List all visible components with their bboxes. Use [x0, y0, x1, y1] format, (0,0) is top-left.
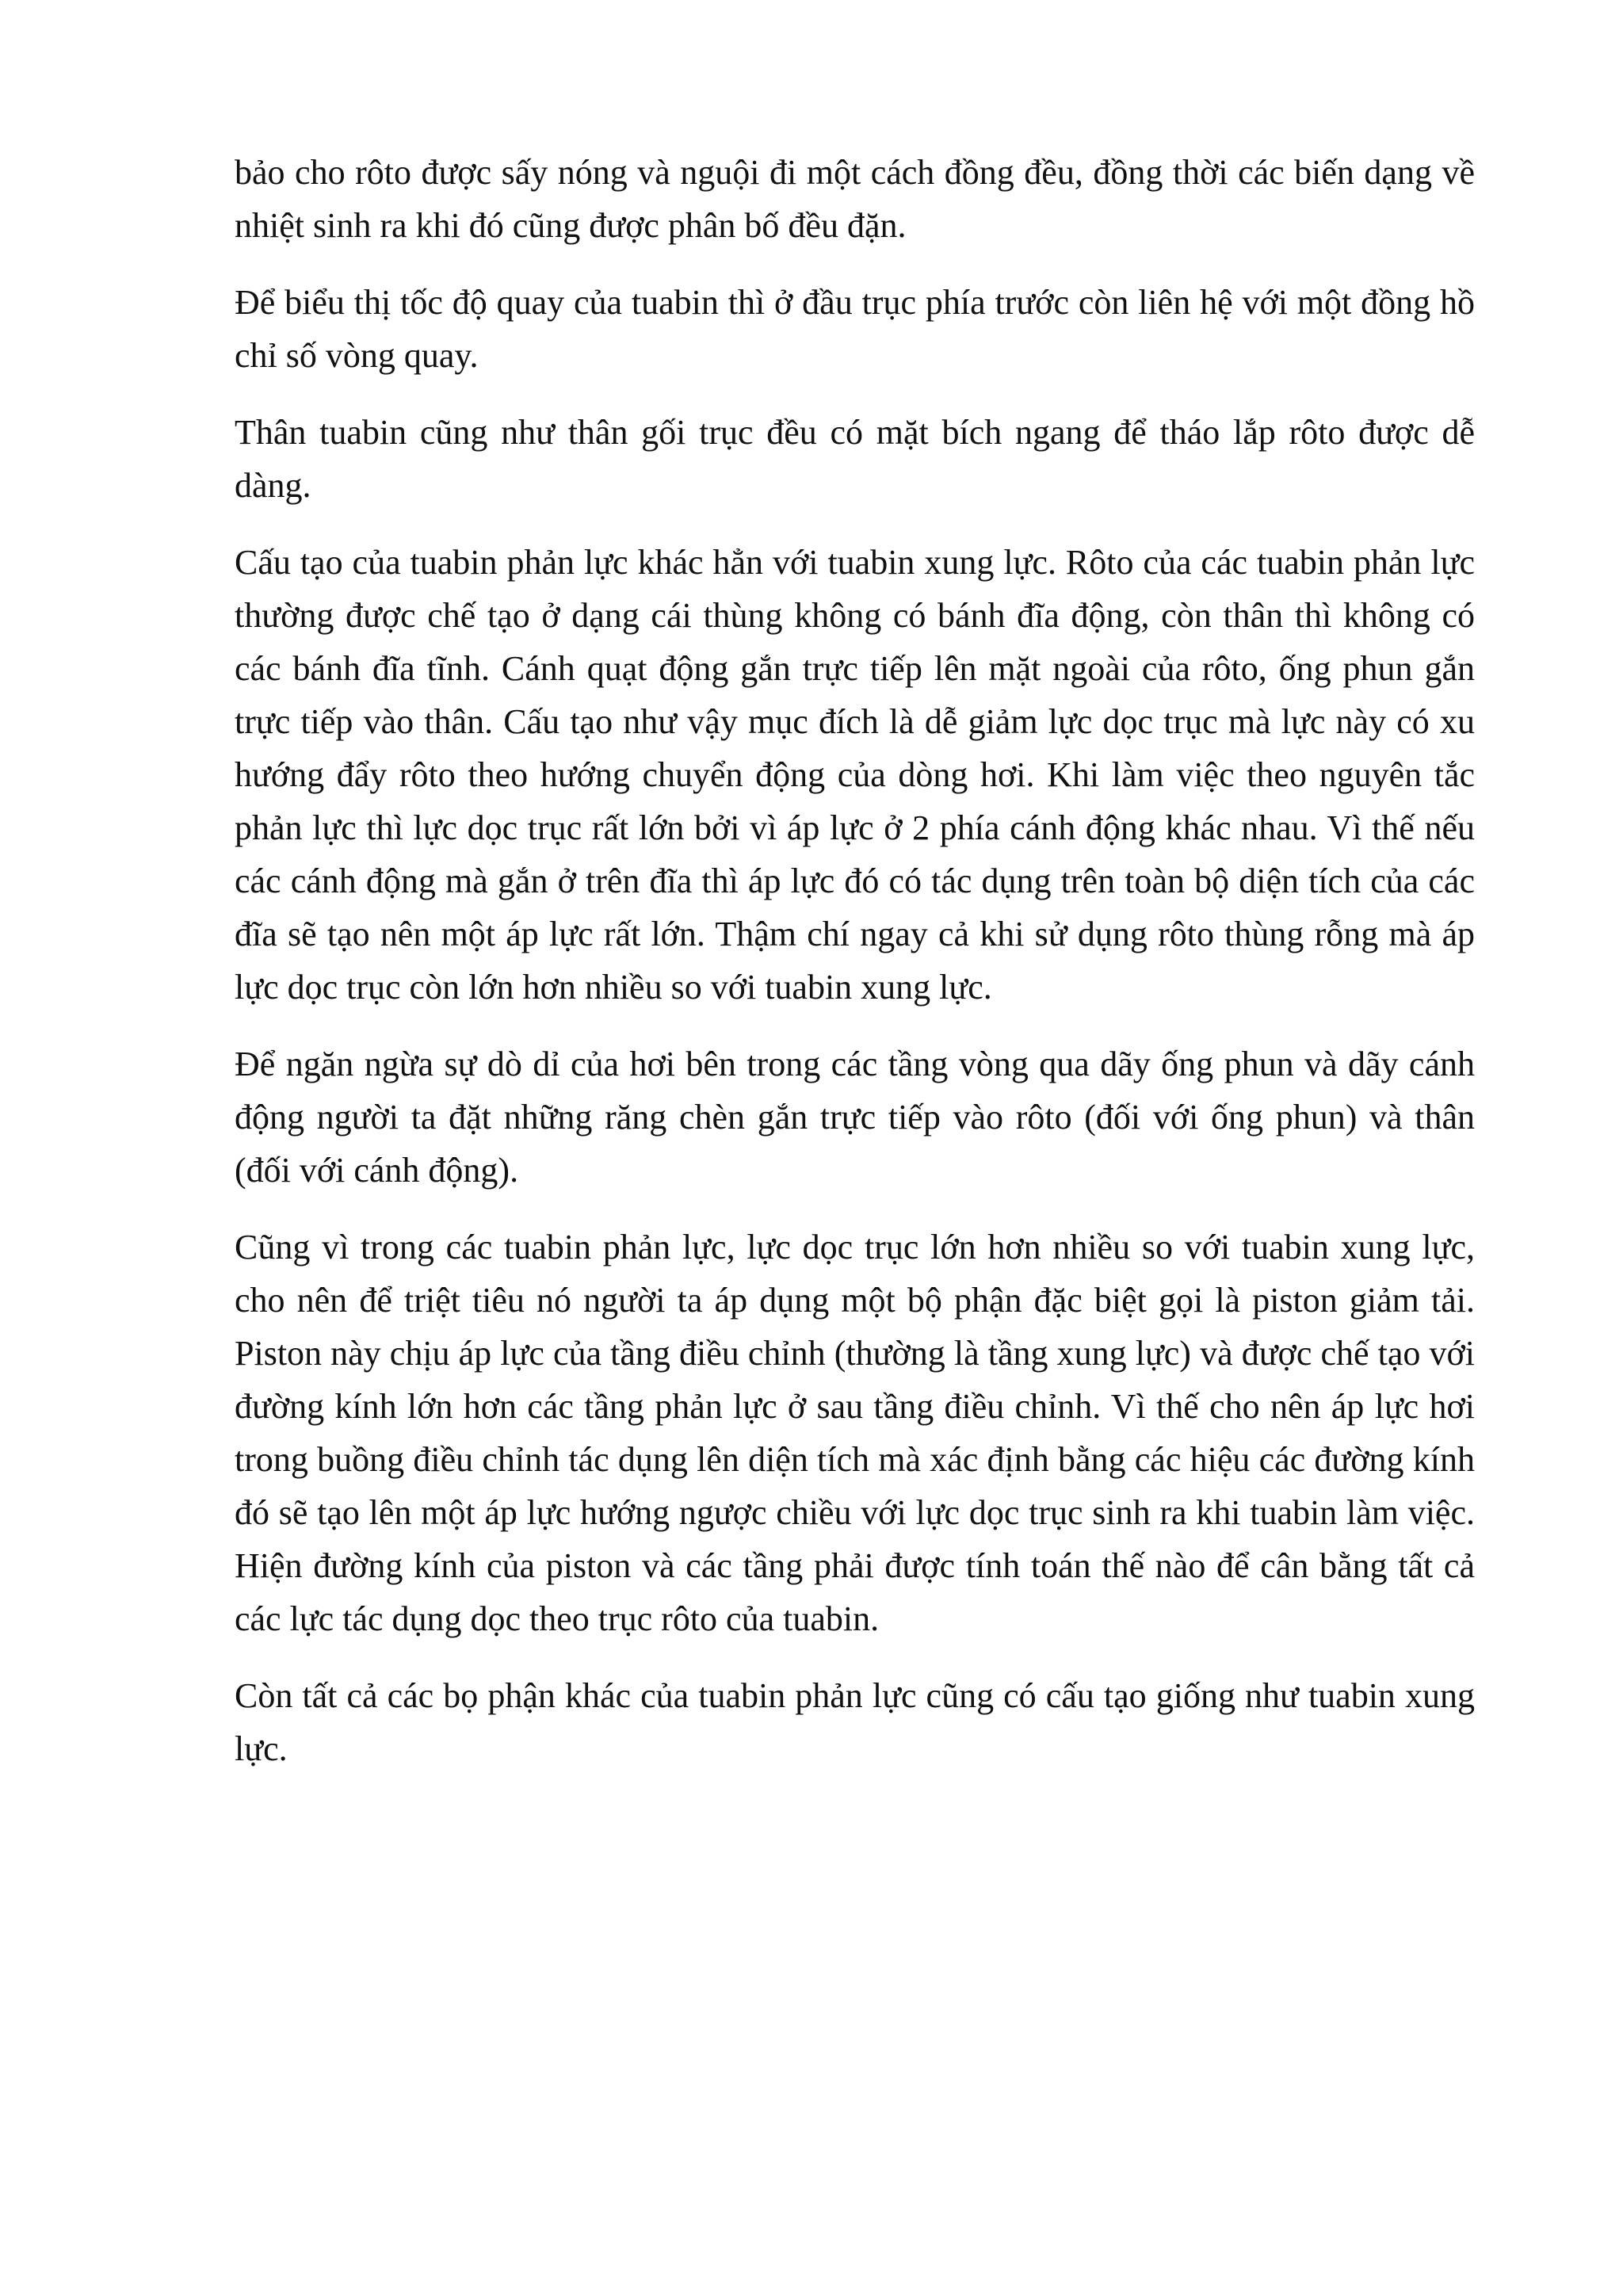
paragraph: bảo cho rôto được sấy nóng và nguội đi một cách đồng đều, đồng thời các biến dạng về nhiệt sinh ra khi đó cũng được phân bố đều đặn. [235, 153, 1475, 245]
paragraph: Cũng vì trong các tuabin phản lực, lực dọc trục lớn hơn nhiều so với tuabin xung lực, cho nên để triệt tiêu nó người ta áp dụng một bộ phận đặc biệt gọi là piston giảm tải. Piston này chịu áp lực của tầng điều chỉnh (thường là tầng xung lực) và được chế tạo với đường kính lớn hơn các tầng phản lực ở sau tầng điều chỉnh. Vì thế cho nên áp lực hơi trong buồng điều chỉnh tác dụng lên diện tích mà xác định bằng các hiệu các đường kính đó sẽ tạo lên một áp lực hướng ngược chiều với lực dọc trục sinh ra khi tuabin làm việc. Hiện đường kính của piston và các tầng phải được tính toán thế nào để cân bằng tất cả các lực tác dụng dọc theo trục rôto của tuabin. [235, 1228, 1475, 1638]
paragraph: Thân tuabin cũng như thân gối trục đều có mặt bích ngang để tháo lắp rôto được dễ dàng. [235, 413, 1475, 505]
paragraph: Còn tất cả các bọ phận khác của tuabin phản lực cũng có cấu tạo giống như tuabin xung lực. [235, 1676, 1475, 1768]
paragraph: Để biểu thị tốc độ quay của tuabin thì ở đầu trục phía trước còn liên hệ với một đồng hồ chỉ số vòng quay. [235, 283, 1475, 375]
paragraph: Để ngăn ngừa sự dò dỉ của hơi bên trong các tầng vòng qua dãy ống phun và dãy cánh động người ta đặt những răng chèn gắn trực tiếp vào rôto (đối với ống phun) và thân (đối với cánh động). [235, 1045, 1475, 1190]
document-body [235, 146, 1475, 1799]
paragraph: Cấu tạo của tuabin phản lực khác hẳn với tuabin xung lực. Rôto của các tuabin phản lực thường được chế tạo ở dạng cái thùng không có bánh đĩa động, còn thân thì không có các bánh đĩa tĩnh. Cánh quạt động gắn trực tiếp lên mặt ngoài của rôto, ống phun gắn trực tiếp vào thân. Cấu tạo như vậy mục đích là dễ giảm lực dọc trục mà lực này có xu hướng đẩy rôto theo hướng chuyển động của dòng hơi. Khi làm việc theo nguyên tắc phản lực thì lực dọc trục rất lớn bởi vì áp lực ở 2 phía cánh động khác nhau. Vì thế nếu các cánh động mà gắn ở trên đĩa thì áp lực đó có tác dụng trên toàn bộ diện tích của các đĩa sẽ tạo nên một áp lực rất lớn. Thậm chí ngay cả khi sử dụng rôto thùng rỗng mà áp lực dọc trục còn lớn hơn nhiều so với tuabin xung lực. [235, 543, 1475, 1007]
